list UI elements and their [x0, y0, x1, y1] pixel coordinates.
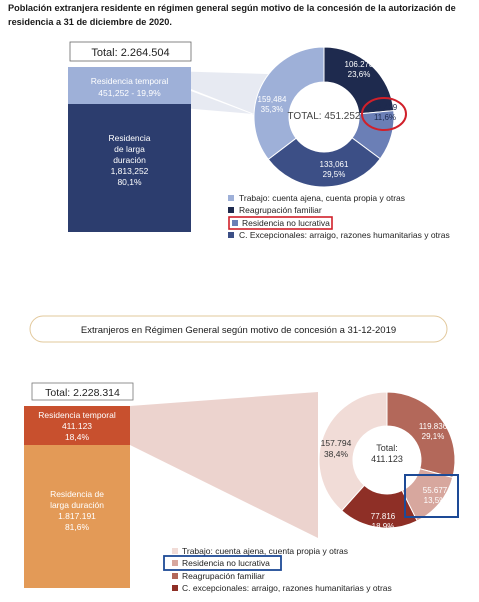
chart-1-total-label: Total: 2.264.504	[91, 47, 170, 59]
chart-2-slice-label-pct: 18,9%	[371, 522, 395, 531]
chart-2-slice-label-pct: 29,1%	[421, 432, 445, 441]
chart-1-slice-label-value: 106.278	[344, 60, 374, 69]
chart-2-legend-label: Residencia no lucrativa	[182, 558, 270, 568]
chart-1-legend-label: C. Excepcionales: arraigo, razones humanitarias y otras	[239, 230, 450, 240]
chart-2-legend-label: Trabajo: cuenta ajena, cuenta propia y otras	[182, 546, 349, 556]
chart-1-legend-swatch	[228, 207, 234, 213]
chart-2-legend-swatch	[172, 548, 178, 554]
chart-2-connector	[130, 392, 318, 538]
chart-1-stack-larga-value: 1,813,252	[110, 166, 149, 176]
chart-1-stack-larga-pct: 80,1%	[117, 177, 142, 187]
chart-2-stack-larga-label-2: larga duración	[50, 500, 104, 510]
chart-2-stack-larga-pct: 81,6%	[64, 522, 90, 532]
chart-1-stack-larga-label-2: de larga	[114, 144, 145, 154]
chart-2-stack-temporal-pct: 18,4%	[64, 432, 90, 442]
chart-2-legend-swatch	[172, 585, 178, 591]
chart-1-stack-larga-label-1: Residencia	[108, 133, 151, 143]
chart-1-legend-swatch	[228, 195, 234, 201]
chart-1-stack-temporal-value: 451,252 - 19,9%	[98, 88, 161, 98]
chart-2-slice-label-pct: 38,4%	[323, 449, 349, 459]
chart-2-title: Extranjeros en Régimen General según motivo de concesión a 31-12-2019	[80, 325, 397, 336]
chart-2-center-label-1: Total:	[376, 443, 398, 453]
chart-1-stack-temporal-label: Residencia temporal	[90, 76, 169, 86]
chart-2-center-label-2: 411.123	[371, 454, 403, 464]
chart-2-stack-larga-label-1: Residencia de	[50, 489, 104, 499]
chart-2-legend-swatch	[172, 560, 178, 566]
chart-2-slice-label-value: 157.794	[320, 438, 352, 448]
chart-2-total-label: Total: 2.228.314	[45, 387, 120, 399]
chart-1	[68, 42, 450, 240]
chart-2-stack-temporal-value: 411.123	[61, 421, 93, 431]
chart-1-legend-label: Reagrupación familiar	[239, 205, 322, 215]
chart-2-stack-temporal-label: Residencia temporal	[38, 410, 116, 420]
chart-1-slice-label-pct: 11,6%	[373, 113, 397, 122]
chart-2-slice-label-value: 55.677	[422, 486, 448, 495]
chart-1-legend-swatch	[228, 232, 234, 238]
chart-1-title: Población extranjera residente en régimen general según motivo de la concesión de la autorización de residencia a 31 de diciembre de 2020.	[8, 3, 456, 27]
chart-1-slice-label-value: 52,429	[372, 103, 398, 112]
chart-2-slice-label-value: 119.836	[418, 422, 448, 431]
chart-1-center-label: TOTAL: 451.252	[287, 111, 361, 122]
chart-1-slice-label-pct: 23,6%	[347, 70, 371, 79]
chart-1-legend-label: Residencia no lucrativa	[242, 218, 330, 228]
chart-2-slice-label-pct: 13,5%	[423, 496, 447, 505]
chart-1-slice-label-value: 159,484	[257, 95, 287, 104]
chart-1-legend-swatch	[232, 220, 238, 226]
chart-2-legend-swatch	[172, 573, 178, 579]
chart-2-slice-label-value: 77.816	[370, 512, 396, 521]
chart-2	[24, 316, 458, 593]
chart-2-stack-larga-value: 1.817.191	[58, 511, 96, 521]
chart-2-legend-label: C. excepcionales: arraigo, razones humanitarias y otras	[182, 583, 392, 593]
chart-1-slice-label-pct: 35,3%	[260, 105, 284, 114]
chart-2-legend-label: Reagrupación familiar	[182, 571, 265, 581]
chart-1-slice-label-pct: 29,5%	[322, 170, 346, 179]
chart-1-legend-label: Trabajo: cuenta ajena, cuenta propia y otras	[239, 193, 406, 203]
chart-1-stack-larga-label-3: duración	[113, 155, 146, 165]
chart-1-slice-label-value: 133,061	[319, 160, 349, 169]
